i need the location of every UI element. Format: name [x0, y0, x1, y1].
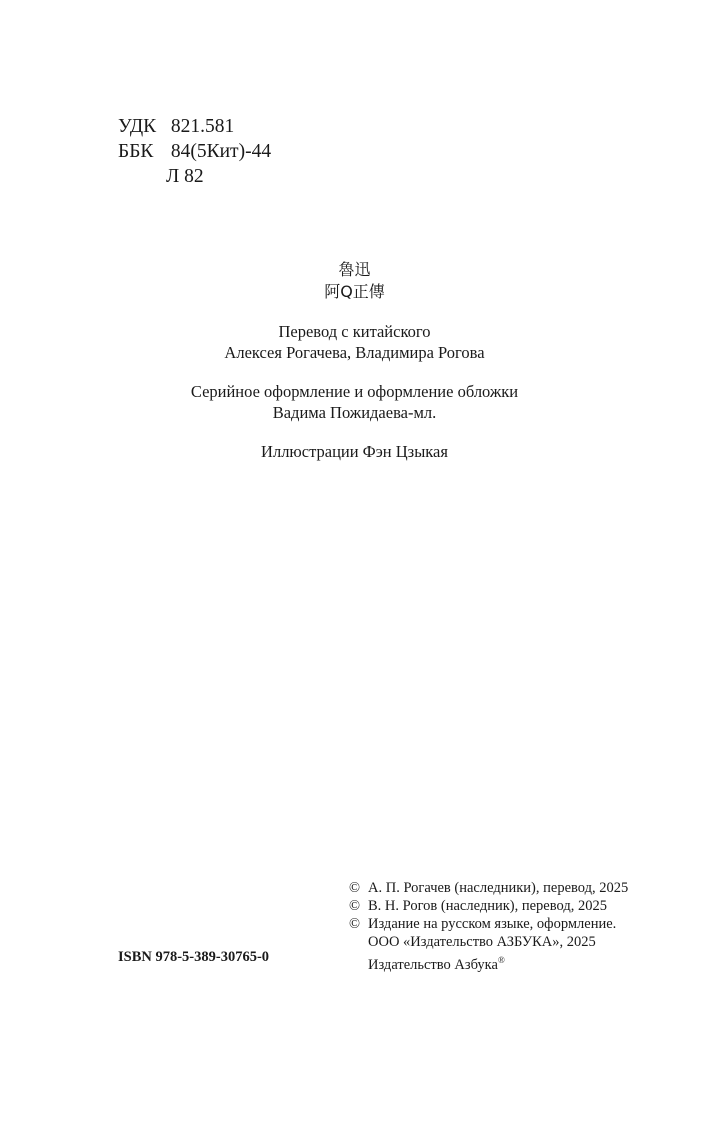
- bibliographic-codes: [118, 114, 271, 189]
- author-mark: Л 82: [166, 166, 204, 187]
- author-chinese: 魯迅: [338, 260, 371, 279]
- copyright-line-5: [349, 951, 628, 974]
- copyright-line-1: [349, 879, 628, 897]
- copyright-text-4: ООО «Издательство АЗБУКА», 2025: [368, 934, 596, 950]
- illustrations-credit: [0, 441, 709, 462]
- copyright-text-1: А. П. Рогачев (наследники), перевод, 2025: [368, 880, 629, 896]
- translation-line-1: Перевод с китайского: [278, 322, 431, 341]
- design-line-2: Вадима Пожидаева-мл.: [272, 403, 437, 422]
- copyright-line-2: [349, 897, 628, 915]
- translation-credit: [0, 321, 709, 363]
- isbn: ISBN 978-5-389-30765-0: [118, 949, 270, 965]
- copyright-symbol: ©: [349, 898, 361, 914]
- copyright-symbol: ©: [349, 880, 361, 896]
- udk-row: [118, 114, 271, 139]
- author-mark-row: [118, 164, 271, 189]
- bbk-row: [118, 139, 271, 164]
- translation-line-2: Алексея Рогачева, Владимира Рогова: [224, 343, 485, 362]
- design-line-1: Серийное оформление и оформление обложки: [190, 382, 519, 401]
- registered-mark: ®: [497, 955, 505, 965]
- udk-label: УДК: [118, 116, 157, 137]
- copyright-block: [349, 879, 628, 974]
- bbk-label: ББК: [118, 141, 154, 162]
- title-chinese: 阿Q正傳: [324, 282, 385, 301]
- copyright-line-3: [349, 915, 628, 933]
- original-title-block: [0, 259, 709, 303]
- copyright-text-3: Издание на русском языке, оформление.: [368, 916, 617, 932]
- udk-value: 821.581: [170, 116, 235, 137]
- copyright-symbol: ©: [349, 916, 361, 932]
- bbk-value: 84(5Кит)-44: [170, 141, 272, 162]
- illustrations-line-1: Иллюстрации Фэн Цзыкая: [261, 442, 448, 461]
- copyright-text-5: Издательство Азбука: [368, 956, 498, 973]
- copyright-line-4: [349, 933, 628, 951]
- design-credit: [0, 381, 709, 423]
- copyright-text-2: В. Н. Рогов (наследник), перевод, 2025: [368, 898, 607, 914]
